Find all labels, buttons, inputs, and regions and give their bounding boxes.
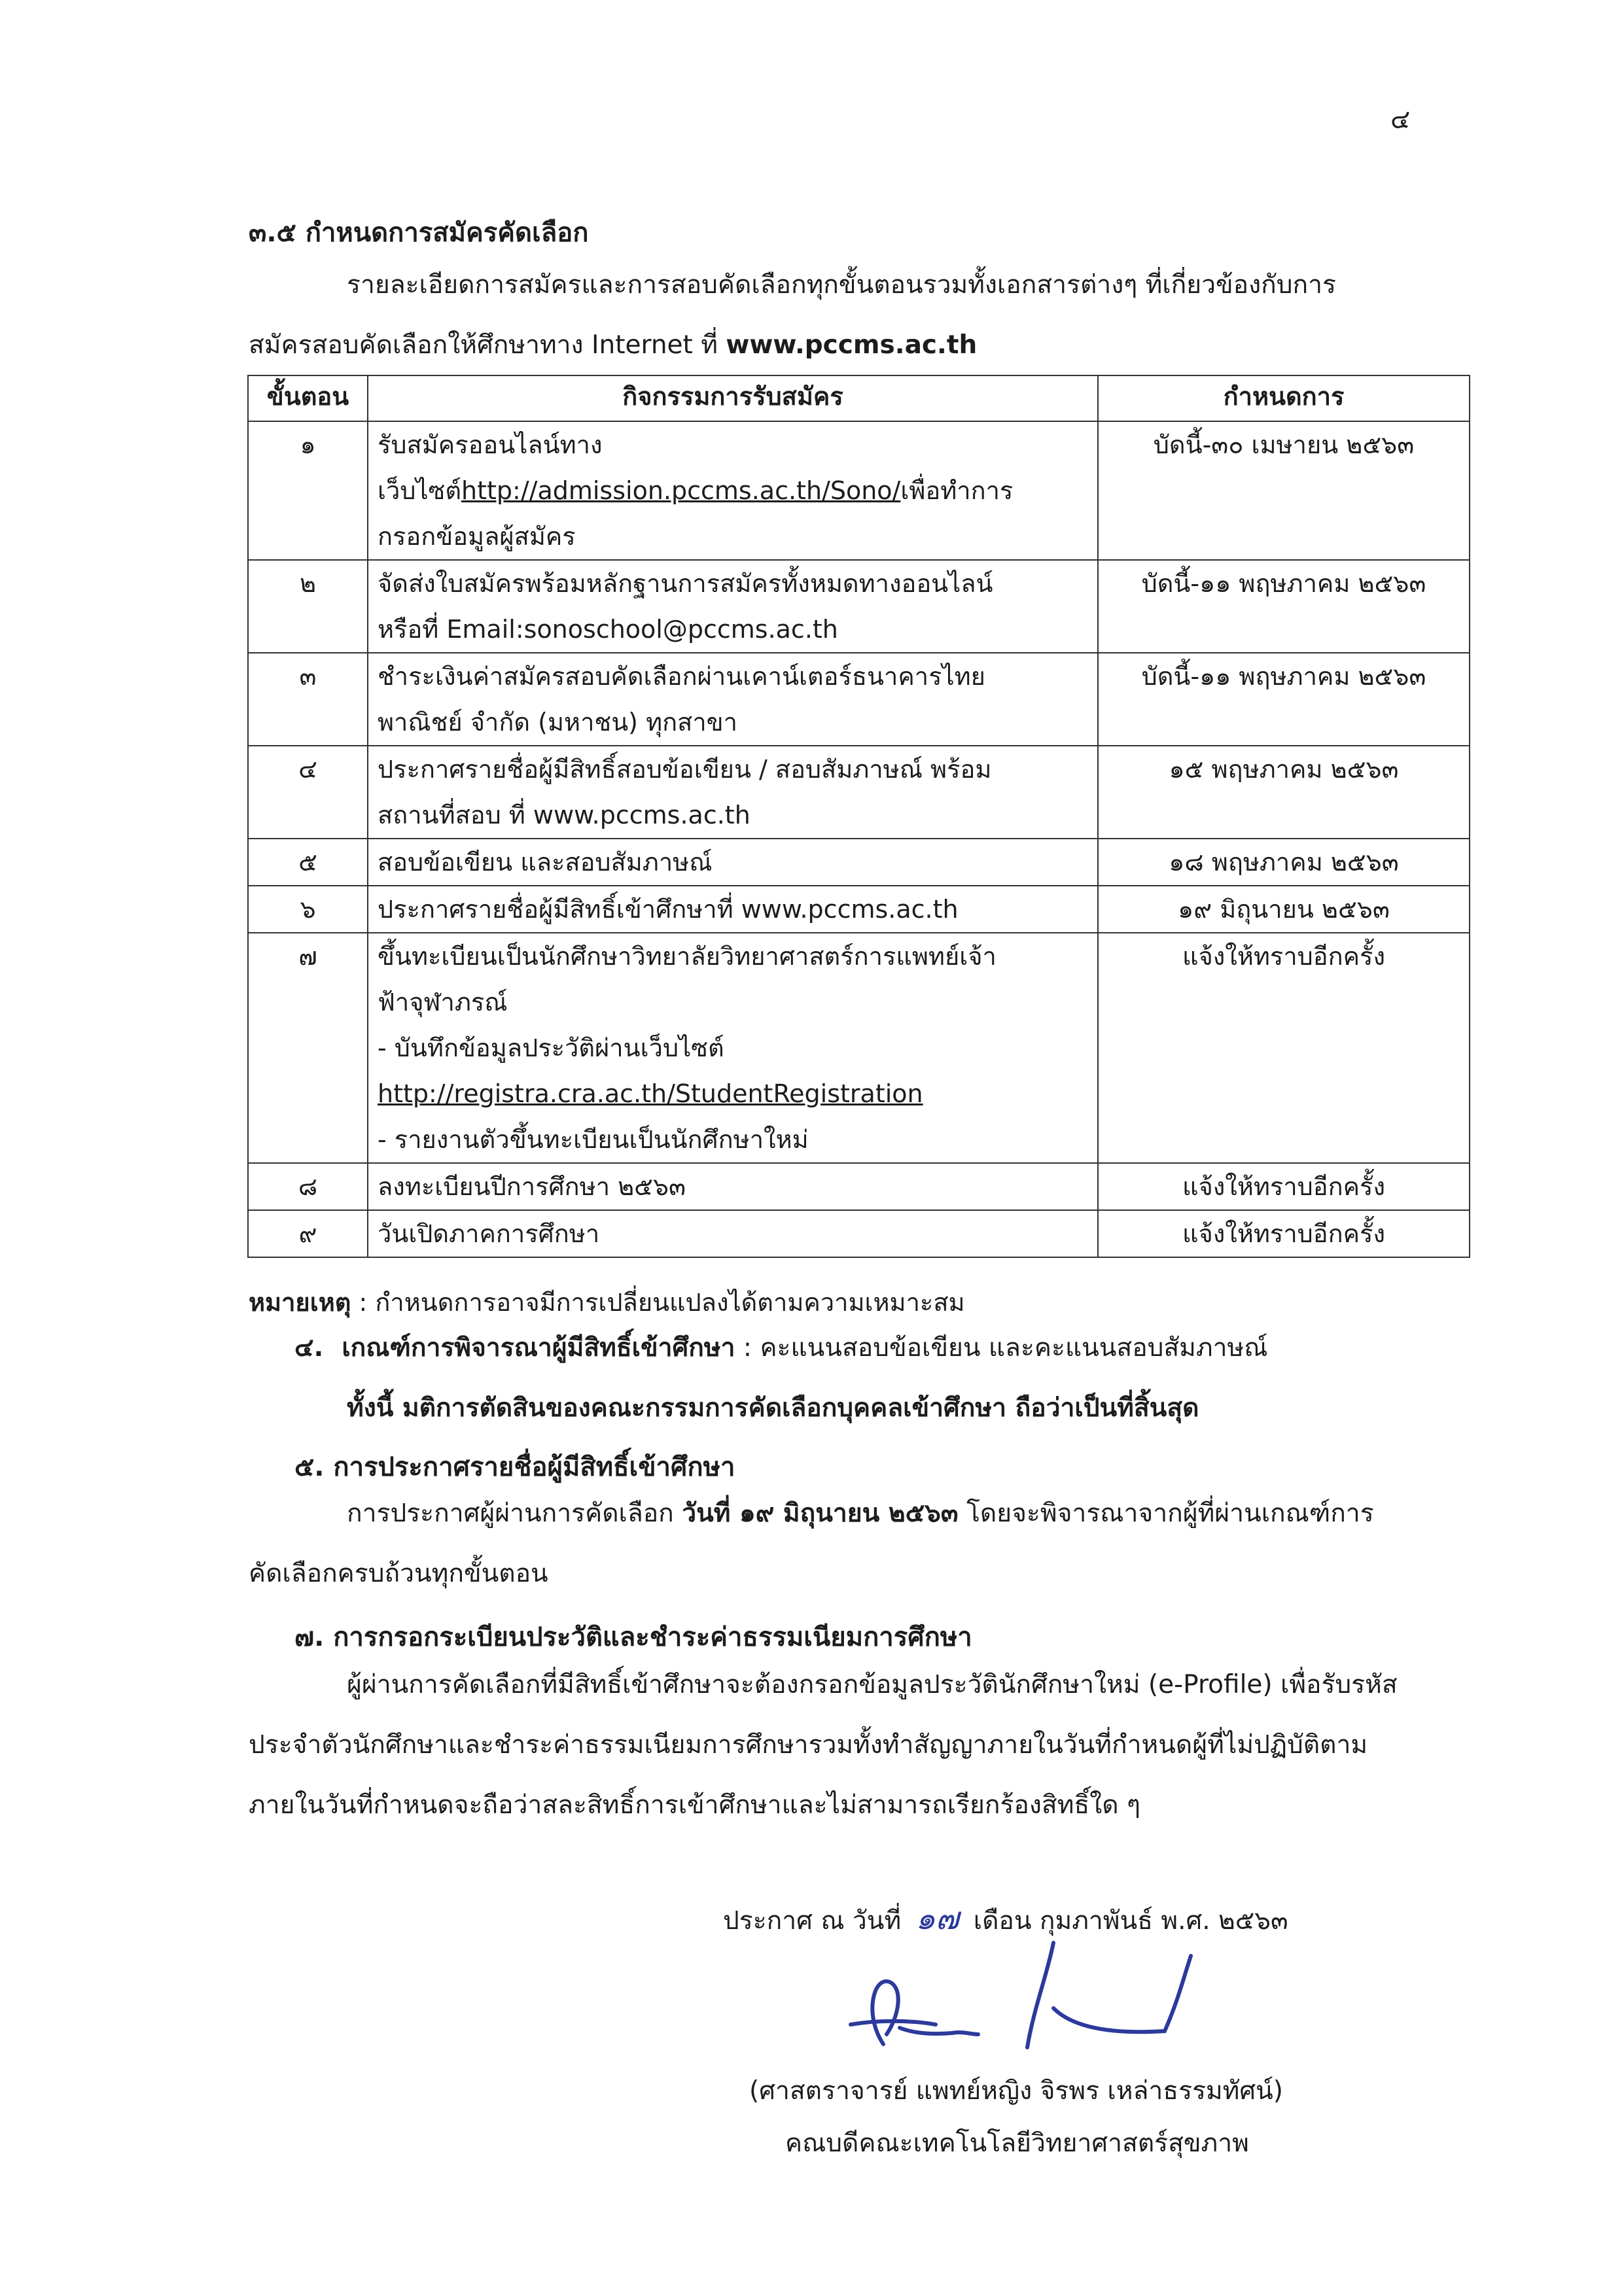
table-row xyxy=(248,839,1470,886)
section-4-title: เกณฑ์การพิจารณาผู้มีสิทธิ์เข้าศึกษา xyxy=(342,1333,735,1363)
section-5-text-part: โดยจะพิจารณาจากผู้ที่ผ่านเกณฑ์การ xyxy=(958,1499,1374,1528)
note-label: หมายเหตุ xyxy=(249,1288,351,1317)
announce-day: ๑๗ xyxy=(915,1900,959,1937)
section-5-text xyxy=(249,1484,1374,1604)
section-3-5-line-2-text: สมัครสอบคัดเลือกให้ศึกษาทาง Internet ที่ xyxy=(249,330,726,360)
activity-line: สถานที่สอบ ที่ www.pccms.ac.th xyxy=(378,801,750,829)
section-7-line-1: ผู้ผ่านการคัดเลือกที่มีสิทธิ์เข้าศึกษาจะต้องกรอกข้อมูลประวัตินักศึกษาใหม่ (e-Profile) เพื่อรับรหัส xyxy=(347,1670,1398,1699)
date-cell: บัดนี้-๑๑ พฤษภาคม ๒๕๖๓ xyxy=(1098,560,1470,653)
section-4-text: : คะแนนสอบข้อเขียน และคะแนนสอบสัมภาษณ์ xyxy=(735,1333,1268,1363)
website-url[interactable]: www.pccms.ac.th xyxy=(726,330,978,360)
activity-line: สอบข้อเขียน และสอบสัมภาษณ์ xyxy=(378,848,713,877)
step-number: ๙ xyxy=(248,1210,368,1257)
date-cell: แจ้งให้ทราบอีกครั้ง xyxy=(1098,933,1470,1163)
activity-cell xyxy=(368,746,1098,839)
header-date: กำหนดการ xyxy=(1098,375,1470,421)
table-row xyxy=(248,746,1470,839)
date-cell: บัดนี้-๑๑ พฤษภาคม ๒๕๖๓ xyxy=(1098,653,1470,746)
section-7-title: ๗. การกรอกระเบียนประวัติและชำระค่าธรรมเนียมการศึกษา xyxy=(294,1622,972,1652)
activity-line: ฟ้าจุฬาภรณ์ xyxy=(378,988,508,1017)
step-number: ๕ xyxy=(248,839,368,886)
section-5-line-2: คัดเลือกครบถ้วนทุกขั้นตอน xyxy=(249,1559,548,1588)
page-number: ๔ xyxy=(1390,105,1411,135)
step-number: ๔ xyxy=(248,746,368,839)
section-3-5-line-2 xyxy=(249,315,1336,375)
signer-title: คณบดีคณะเทคโนโลยีวิทยาศาสตร์สุขภาพ xyxy=(785,2129,1249,2158)
table-header-row xyxy=(248,375,1470,421)
handwritten-signature xyxy=(838,1936,1204,2061)
step-number: ๑ xyxy=(248,421,368,560)
section-7-text xyxy=(249,1655,1398,1835)
activity-line xyxy=(378,468,1088,513)
activity-cell xyxy=(368,1210,1098,1257)
section-4-number: ๔. xyxy=(294,1333,324,1363)
activity-cell xyxy=(368,1163,1098,1210)
step-number: ๓ xyxy=(248,653,368,746)
announcement-date: วันที่ ๑๙ มิถุนายน ๒๕๖๓ xyxy=(682,1499,959,1528)
activity-cell xyxy=(368,839,1098,886)
section-4 xyxy=(294,1318,1267,1438)
date-cell: แจ้งให้ทราบอีกครั้ง xyxy=(1098,1210,1470,1257)
header-activity: กิจกรรมการรับสมัคร xyxy=(368,375,1098,421)
step-number: ๒ xyxy=(248,560,368,653)
note xyxy=(249,1282,965,1322)
date-cell: ๑๙ มิถุนายน ๒๕๖๓ xyxy=(1098,886,1470,933)
activity-line: ลงทะเบียนปีการศึกษา ๒๕๖๓ xyxy=(378,1172,686,1201)
step-number: ๖ xyxy=(248,886,368,933)
schedule-table xyxy=(247,375,1470,1258)
table-row xyxy=(248,421,1470,560)
announce-prefix: ประกาศ ณ วันที่ xyxy=(723,1906,902,1936)
activity-line: ขึ้นทะเบียนเป็นนักศึกษาวิทยาลัยวิทยาศาสตร์การแพทย์เจ้า xyxy=(378,942,997,971)
activity-line: หรือที่ Email:sonoschool@pccms.ac.th xyxy=(378,615,838,644)
step-number: ๗ xyxy=(248,933,368,1163)
registration-link[interactable]: http://registra.cra.ac.th/StudentRegistration xyxy=(378,1079,923,1108)
table-row xyxy=(248,886,1470,933)
header-step: ขั้นตอน xyxy=(248,375,368,421)
table-row xyxy=(248,933,1470,1163)
activity-cell xyxy=(368,421,1098,560)
announce-month: เดือน กุมภาพันธ์ พ.ศ. ๒๕๖๓ xyxy=(973,1906,1288,1936)
section-3-5-line-1: รายละเอียดการสมัครและการสอบคัดเลือกทุกขั้นตอนรวมทั้งเอกสารต่างๆ ที่เกี่ยวข้องกับการ xyxy=(347,270,1336,300)
section-5-line-1 xyxy=(249,1484,1374,1544)
table-row xyxy=(248,560,1470,653)
activity-cell xyxy=(368,653,1098,746)
table-row xyxy=(248,1163,1470,1210)
activity-line: - รายงานตัวขึ้นทะเบียนเป็นนักศึกษาใหม่ xyxy=(378,1125,809,1154)
signer-name: (ศาสตราจารย์ แพทย์หญิง จิรพร เหล่าธรรมทัศน์) xyxy=(749,2076,1284,2106)
section-5-title: ๕. การประกาศรายชื่อผู้มีสิทธิ์เข้าศึกษา xyxy=(294,1452,735,1482)
date-cell: ๑๘ พฤษภาคม ๒๕๖๓ xyxy=(1098,839,1470,886)
date-cell: ๑๕ พฤษภาคม ๒๕๖๓ xyxy=(1098,746,1470,839)
activity-cell xyxy=(368,933,1098,1163)
section-3-5-text xyxy=(249,255,1336,375)
table-row xyxy=(248,1210,1470,1257)
activity-line: ชำระเงินค่าสมัครสอบคัดเลือกผ่านเคาน์เตอร์ธนาคารไทย xyxy=(378,662,985,691)
activity-cell xyxy=(368,560,1098,653)
activity-line: ประกาศรายชื่อผู้มีสิทธิ์เข้าศึกษาที่ www.pccms.ac.th xyxy=(378,895,959,924)
admission-link[interactable]: http://admission.pccms.ac.th/Sono/ xyxy=(461,476,901,505)
activity-line: พาณิชย์ จำกัด (มหาชน) ทุกสาขา xyxy=(378,708,737,737)
activity-line: วันเปิดภาคการศึกษา xyxy=(378,1219,600,1248)
date-cell: บัดนี้-๓๐ เมษายน ๒๕๖๓ xyxy=(1098,421,1470,560)
section-7-line-2: ประจำตัวนักศึกษาและชำระค่าธรรมเนียมการศึกษารวมทั้งทำสัญญาภายในวันที่กำหนดผู้ที่ไม่ปฏิบัติตาม xyxy=(249,1730,1368,1760)
date-cell: แจ้งให้ทราบอีกครั้ง xyxy=(1098,1163,1470,1210)
activity-line: - บันทึกข้อมูลประวัติผ่านเว็บไซต์ xyxy=(378,1034,724,1062)
section-4-line-1 xyxy=(294,1318,1267,1378)
section-5-text-part: การประกาศผู้ผ่านการคัดเลือก xyxy=(347,1499,682,1528)
section-4-bold-line: ทั้งนี้ มติการตัดสินของคณะกรรมการคัดเลือกบุคคลเข้าศึกษา ถือว่าเป็นที่สิ้นสุด xyxy=(347,1393,1199,1423)
activity-cell xyxy=(368,886,1098,933)
activity-line: กรอกข้อมูลผู้สมัคร xyxy=(378,522,576,551)
step-number: ๘ xyxy=(248,1163,368,1210)
activity-text: เพื่อทำการ xyxy=(900,476,1014,505)
activity-line: รับสมัครออนไลน์ทาง xyxy=(378,430,603,459)
activity-line: ประกาศรายชื่อผู้มีสิทธิ์สอบข้อเขียน / สอบสัมภาษณ์ พร้อม xyxy=(378,755,992,784)
activity-line: จัดส่งใบสมัครพร้อมหลักฐานการสมัครทั้งหมดทางออนไลน์ xyxy=(378,569,993,598)
activity-text: เว็บไซต์ xyxy=(378,476,462,505)
section-3-5-title: ๓.๕ กำหนดการสมัครคัดเลือก xyxy=(249,218,589,248)
section-7-line-3: ภายในวันที่กำหนดจะถือว่าสละสิทธิ์การเข้าศึกษาและไม่สามารถเรียกร้องสิทธิ์ใด ๆ xyxy=(249,1790,1140,1820)
note-text: : กำหนดการอาจมีการเปลี่ยนแปลงได้ตามความเหมาะสม xyxy=(351,1288,965,1317)
table-row xyxy=(248,653,1470,746)
